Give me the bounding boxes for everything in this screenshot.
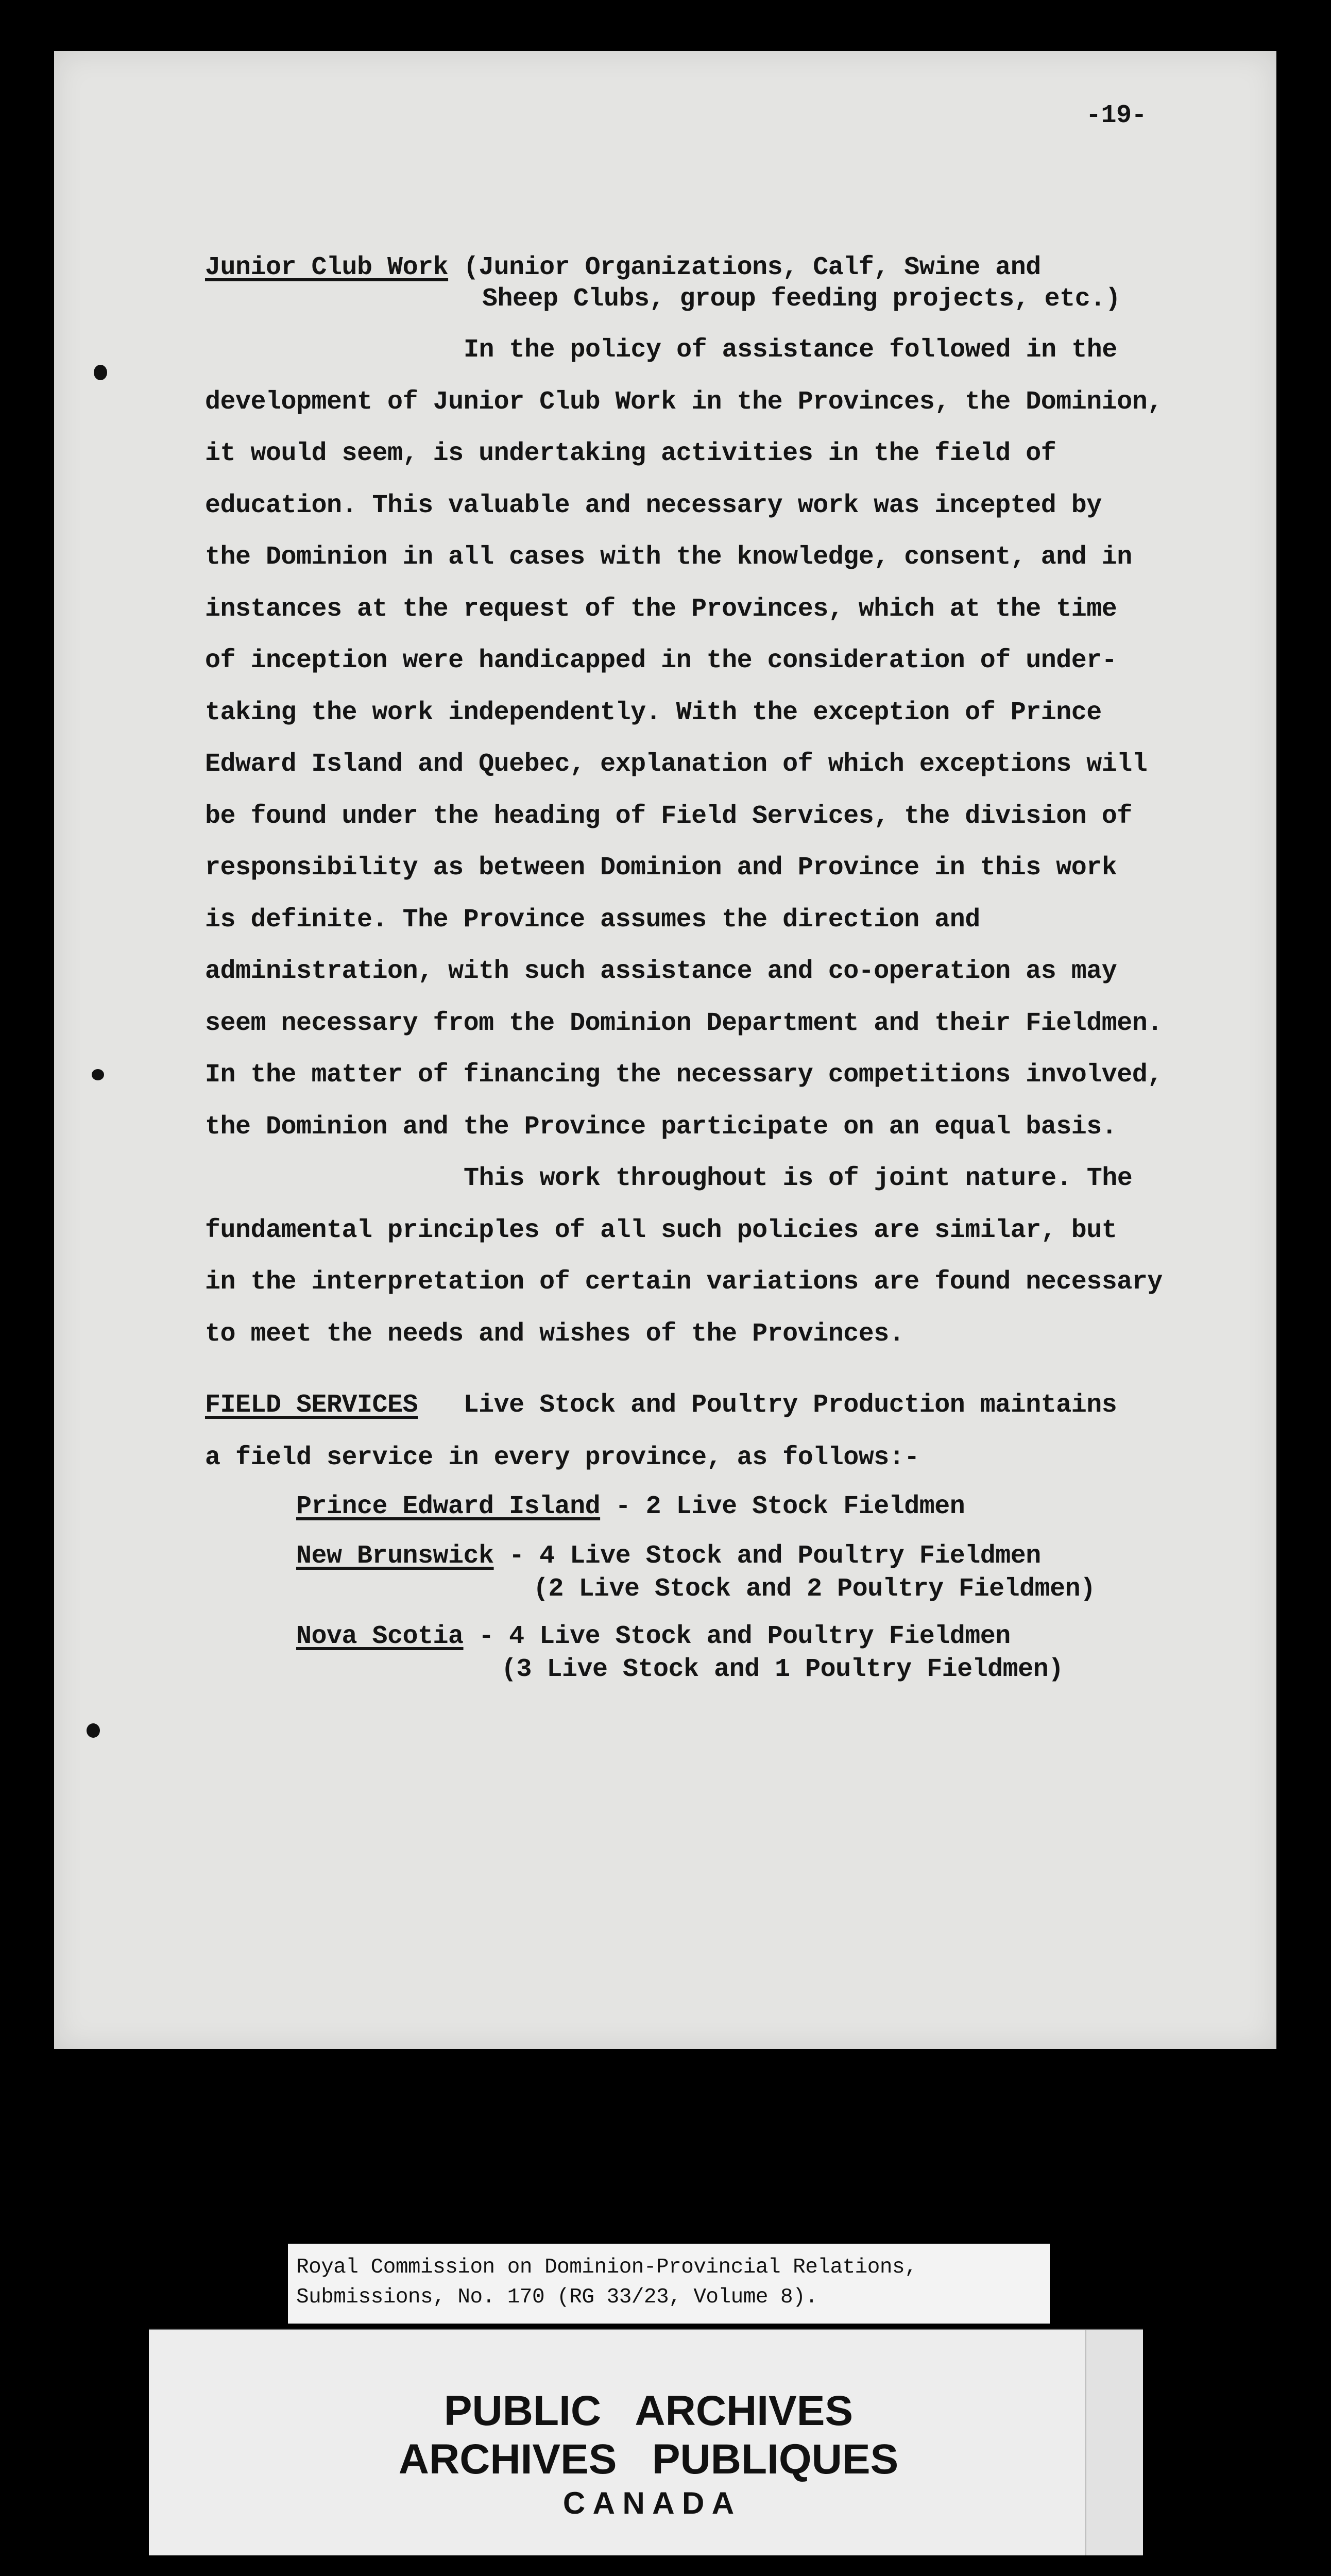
field-services-text-2: a field service in every province, as follows:- bbox=[205, 1443, 919, 1472]
text-line: Edward Island and Quebec, explanation of which exceptions will bbox=[205, 750, 1148, 779]
text-line: is definite. The Province assumes the direction and bbox=[205, 905, 980, 935]
field-services-text: Live Stock and Poultry Production maintains bbox=[418, 1391, 1117, 1420]
stamp-line-3: C A N A D A bbox=[562, 2486, 735, 2520]
public-archives-stamp bbox=[149, 2329, 1143, 2555]
field-services-line bbox=[205, 1393, 1117, 1418]
text-line: In the policy of assistance followed in the bbox=[464, 335, 1117, 365]
list-item-pei bbox=[296, 1494, 965, 1520]
citation-line-2: Submissions, No. 170 (RG 33/23, Volume 8). bbox=[296, 2285, 818, 2309]
field-services-heading: FIELD SERVICES bbox=[205, 1391, 418, 1420]
text-line: it would seem, is undertaking activities in the field of bbox=[205, 439, 1056, 468]
text-line: be found under the heading of Field Services, the division of bbox=[205, 801, 1132, 831]
text-line: development of Junior Club Work in the Provinces, the Dominion, bbox=[205, 387, 1163, 417]
source-citation-label bbox=[288, 2244, 1050, 2324]
list-item-nova-scotia bbox=[296, 1624, 1011, 1650]
junior-subtitle: (Junior Organizations, Calf, Swine and bbox=[448, 253, 1041, 282]
text-line: education. This valuable and necessary work was incepted by bbox=[205, 490, 1102, 520]
stamp-line-1: PUBLIC ARCHIVES bbox=[443, 2387, 854, 2434]
province-detail: - 4 Live Stock and Poultry Fieldmen bbox=[463, 1622, 1011, 1651]
province-detail: - 2 Live Stock Fieldmen bbox=[600, 1492, 965, 1521]
text-line: fundamental principles of all such policies are similar, but bbox=[205, 1215, 1117, 1245]
stamp-line-2: ARCHIVES PUBLIQUES bbox=[398, 2436, 899, 2483]
text-line: instances at the request of the Provinces, which at the time bbox=[205, 594, 1117, 624]
province-sub-detail: (3 Live Stock and 1 Poultry Fieldmen) bbox=[501, 1655, 1064, 1684]
text-line: the Dominion in all cases with the knowledge, consent, and in bbox=[205, 543, 1132, 572]
punch-hole-mark bbox=[92, 1069, 104, 1080]
text-line: to meet the needs and wishes of the Provinces. bbox=[205, 1319, 905, 1349]
junior-subtitle-cont: Sheep Clubs, group feeding projects, etc.) bbox=[482, 284, 1121, 314]
province-sub-detail: (2 Live Stock and 2 Poultry Fieldmen) bbox=[533, 1574, 1096, 1604]
province-name: New Brunswick bbox=[296, 1541, 494, 1571]
text-line: in the interpretation of certain variations are found necessary bbox=[205, 1267, 1163, 1297]
text-line: of inception were handicapped in the consideration of under- bbox=[205, 646, 1117, 675]
text-line: responsibility as between Dominion and Province in this work bbox=[205, 853, 1117, 883]
text-line: administration, with such assistance and co-operation as may bbox=[205, 957, 1117, 986]
text-line: taking the work independently. With the exception of Prince bbox=[205, 698, 1102, 727]
list-item-new-brunswick bbox=[296, 1541, 1041, 1571]
section-heading-junior bbox=[205, 255, 1041, 281]
province-name: Prince Edward Island bbox=[296, 1492, 601, 1521]
text-line: This work throughout is of joint nature. The bbox=[464, 1164, 1133, 1193]
punch-hole-mark bbox=[87, 1723, 100, 1738]
junior-club-work-heading: Junior Club Work bbox=[205, 253, 449, 282]
text-line: In the matter of financing the necessary competitions involved, bbox=[205, 1060, 1163, 1090]
province-detail: - 4 Live Stock and Poultry Fieldmen bbox=[493, 1541, 1041, 1571]
text-line: the Dominion and the Province participate on an equal basis. bbox=[205, 1112, 1117, 1142]
page-number: -19- bbox=[1086, 101, 1147, 130]
text-line: seem necessary from the Dominion Department and their Fieldmen. bbox=[205, 1008, 1163, 1038]
citation-line-1: Royal Commission on Dominion-Provincial Relations, bbox=[296, 2256, 917, 2279]
punch-hole-mark bbox=[94, 365, 107, 380]
province-name: Nova Scotia bbox=[296, 1622, 464, 1651]
